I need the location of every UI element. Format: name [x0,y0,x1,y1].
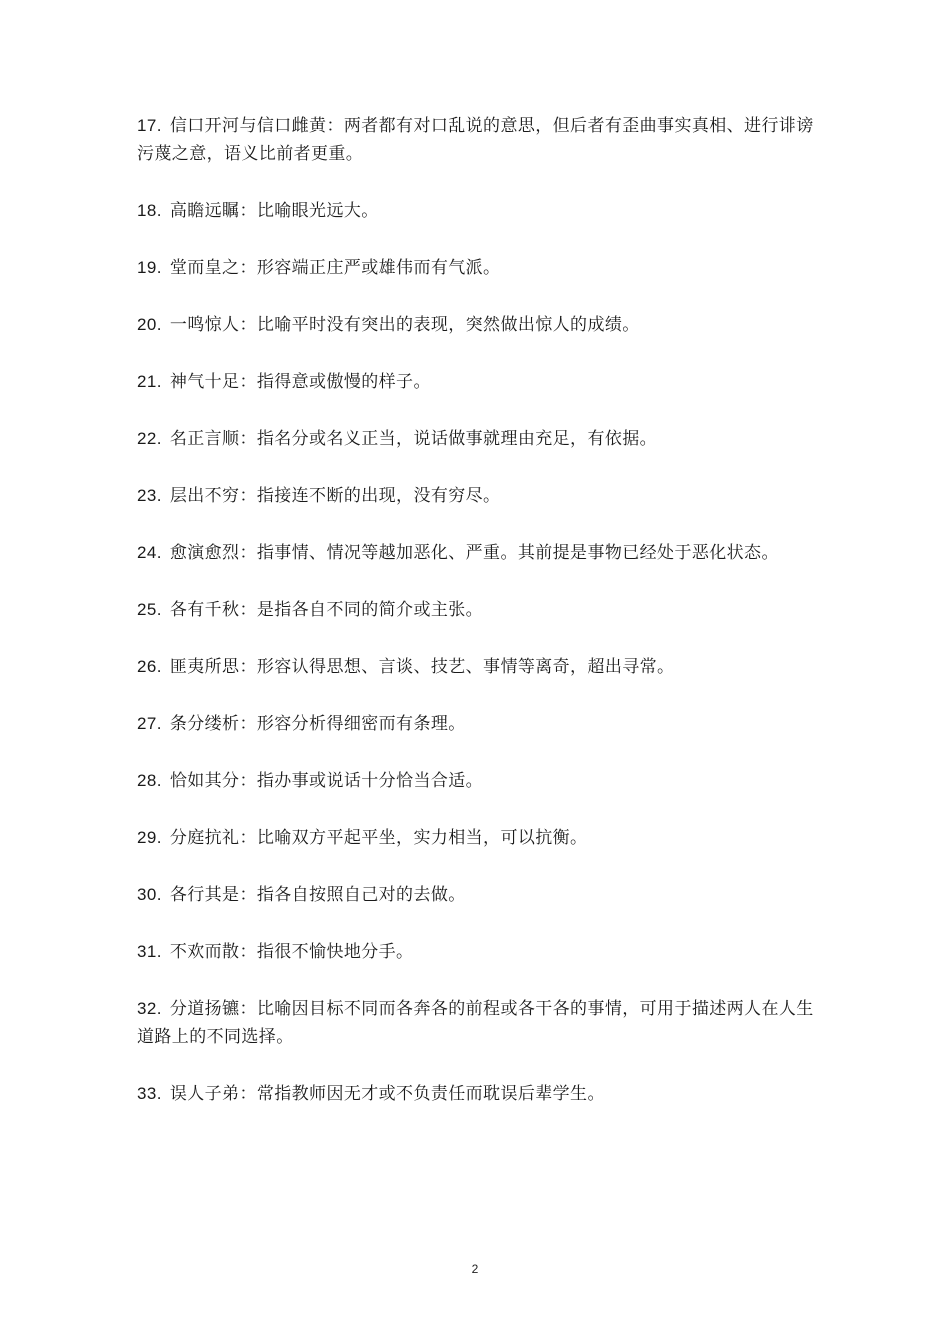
entry-item [137,653,817,681]
entry-number: 32. [137,999,162,1018]
entry-number: 25. [137,600,162,619]
entry-number: 27. [137,714,162,733]
entry-text: 不欢而散：指很不愉快地分手。 [169,942,414,962]
entry-text: 条分缕析：形容分析得细密而有条理。 [169,714,466,734]
entry-number: 30. [137,885,162,904]
entry-text: 匪夷所思：形容认得思想、言谈、技艺、事情等离奇，超出寻常。 [169,657,675,677]
entry-item [137,710,817,738]
entry-number: 20. [137,315,162,334]
entry-item [137,1080,817,1108]
entry-text: 神气十足：指得意或傲慢的样子。 [169,372,431,392]
page-number: 2 [471,1262,479,1276]
entry-item [137,254,817,282]
entry-text: 高瞻远瞩：比喻眼光远大。 [169,201,379,221]
entry-number: 29. [137,828,162,847]
entry-item [137,368,817,396]
entry-item [137,112,817,168]
entry-number: 26. [137,657,162,676]
entry-text: 堂而皇之：形容端正庄严或雄伟而有气派。 [169,258,501,278]
entry-text: 各有千秋：是指各自不同的简介或主张。 [169,600,484,620]
entry-text: 分道扬镳：比喻因目标不同而各奔各的前程或各干各的事情，可用于描述两人在人生道路上的不同选择。 [137,999,814,1047]
entry-item [137,311,817,339]
entry-number: 19. [137,258,162,277]
entry-number: 21. [137,372,162,391]
entry-number: 23. [137,486,162,505]
entry-text: 各行其是：指各自按照自己对的去做。 [169,885,466,905]
entry-number: 17. [137,116,162,135]
entry-text: 误人子弟：常指教师因无才或不负责任而耽误后辈学生。 [169,1084,605,1104]
entry-number: 33. [137,1084,162,1103]
entry-number: 18. [137,201,162,220]
entry-item [137,539,817,567]
entry-number: 24. [137,543,162,562]
entry-number: 22. [137,429,162,448]
entry-item [137,767,817,795]
entry-text: 恰如其分：指办事或说话十分恰当合适。 [169,771,484,791]
entry-item [137,881,817,909]
entry-text: 名正言顺：指名分或名义正当，说话做事就理由充足，有依据。 [169,429,658,449]
entry-text: 层出不穷：指接连不断的出现，没有穷尽。 [169,486,501,506]
entry-number: 28. [137,771,162,790]
entry-item [137,824,817,852]
entry-item [137,197,817,225]
entry-item [137,995,817,1051]
entry-text: 愈演愈烈：指事情、情况等越加恶化、严重。其前提是事物已经处于恶化状态。 [169,543,779,563]
entry-item [137,938,817,966]
entry-item [137,482,817,510]
entry-number: 31. [137,942,162,961]
entry-item [137,425,817,453]
entry-item [137,596,817,624]
entry-list [137,112,817,1137]
entry-text: 一鸣惊人：比喻平时没有突出的表现，突然做出惊人的成绩。 [169,315,640,335]
entry-text: 信口开河与信口雌黄：两者都有对口乱说的意思，但后者有歪曲事实真相、进行诽谤污蔑之意，语义比前者更重。 [137,116,814,164]
entry-text: 分庭抗礼：比喻双方平起平坐，实力相当，可以抗衡。 [169,828,588,848]
